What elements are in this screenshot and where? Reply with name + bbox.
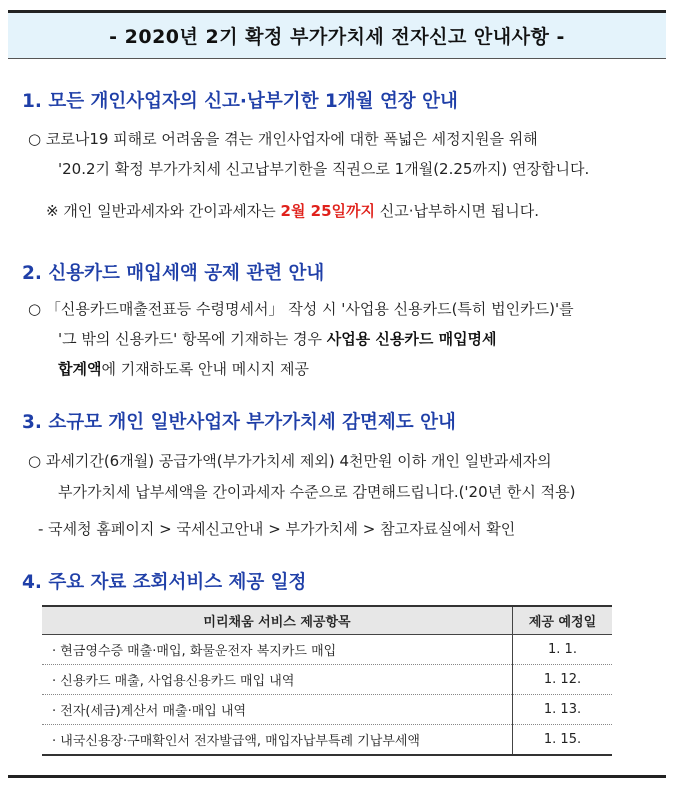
service-item: · 현금영수증 매출·매입, 화물운전자 복지카드 매입 [42, 635, 513, 665]
section-2-line-1: ○ 「신용카드매출전표등 수령명세서」 작성 시 '사업용 신용카드(특히 법인카드)'를 [28, 300, 574, 318]
section-3-line-1: ○ 과세기간(6개월) 공급가액(부가가치세 제외) 4천만원 이하 개인 일반과세자의 [28, 452, 552, 470]
schedule-table [42, 605, 612, 756]
section-4-heading: 4. 주요 자료 조회서비스 제공 일정 [22, 572, 307, 593]
section-3-line-2: 부가가치세 납부세액을 간이과세자 수준으로 감면해드립니다.('20년 한시 적용) [58, 483, 576, 501]
column-header-item: 미리채움 서비스 제공항목 [42, 606, 513, 635]
line-text: 에 기재하도록 안내 메시지 제공 [101, 360, 309, 378]
service-date: 1. 1. [513, 635, 613, 665]
line-text: '그 밖의 신용카드' 항목에 기재하는 경우 [58, 330, 327, 348]
section-2-heading: 2. 신용카드 매입세액 공제 관련 안내 [22, 263, 325, 284]
section-1-heading: 1. 모든 개인사업자의 신고·납부기한 1개월 연장 안내 [22, 91, 458, 112]
deadline-highlight: 2월 25일까지 [280, 202, 376, 220]
table-row [42, 695, 612, 725]
section-1-note [46, 200, 539, 221]
service-date: 1. 12. [513, 665, 613, 695]
section-3-link-path: - 국세청 홈페이지 > 국세신고안내 > 부가가치세 > 참고자료실에서 확인 [38, 520, 516, 538]
table-header-row [42, 606, 612, 635]
note-suffix: 신고·납부하시면 됩니다. [375, 202, 539, 220]
table-row [42, 725, 612, 756]
section-2-line-2 [58, 328, 497, 349]
section-1-line-2: '20.2기 확정 부가가치세 신고납부기한을 직권으로 1개월(2.25까지) 연장합니다. [58, 160, 590, 178]
page-title: - 2020년 2기 확정 부가가치세 전자신고 안내사항 - [109, 26, 565, 48]
service-date: 1. 15. [513, 725, 613, 756]
section-1-line-1: ○ 코로나19 피해로 어려움을 겪는 개인사업자에 대한 폭넓은 세정지원을 위해 [28, 130, 538, 148]
section-3-heading: 3. 소규모 개인 일반사업자 부가가치세 감면제도 안내 [22, 412, 456, 433]
bold-text: 사업용 신용카드 매입명세 [326, 330, 497, 348]
section-2-line-3 [58, 358, 309, 379]
table-row [42, 635, 612, 665]
service-date: 1. 13. [513, 695, 613, 725]
column-header-date: 제공 예정일 [513, 606, 613, 635]
bold-text: 합계액 [58, 360, 102, 378]
title-banner [8, 13, 666, 59]
service-item: · 신용카드 매출, 사업용신용카드 매입 내역 [42, 665, 513, 695]
note-text: ※ 개인 일반과세자와 간이과세자는 [46, 202, 281, 220]
service-item: · 전자(세금)계산서 매출·매입 내역 [42, 695, 513, 725]
table-row [42, 665, 612, 695]
service-item: · 내국신용장·구매확인서 전자발급액, 매입자납부특례 기납부세액 [42, 725, 513, 756]
